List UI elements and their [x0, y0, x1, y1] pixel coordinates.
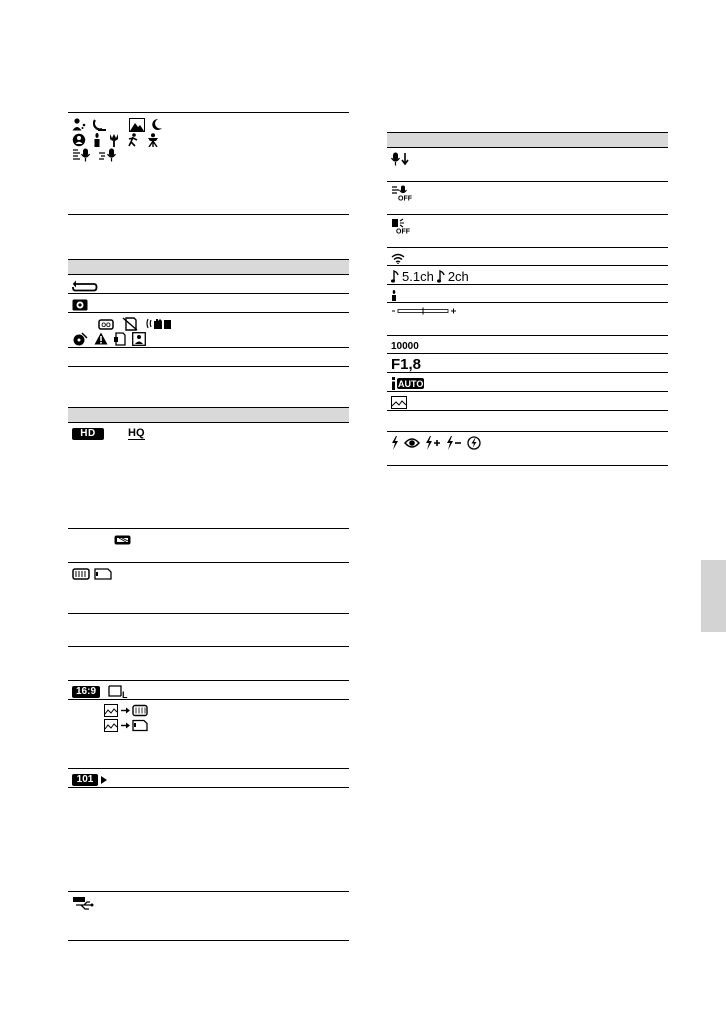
repeat-icon — [72, 280, 98, 292]
light-off-icon — [391, 218, 413, 234]
scene-table — [68, 112, 349, 215]
memory-warning-icon — [98, 318, 114, 330]
person-tripod-icon — [146, 133, 160, 147]
intelligent-i-icon — [391, 377, 396, 390]
night-icon — [151, 118, 163, 131]
landscape-icon — [129, 118, 145, 132]
hq-label: HQ — [128, 426, 145, 439]
shutter-speed-value: 10000 — [391, 340, 419, 352]
spotlight-icon — [72, 133, 86, 147]
photo-to-memory-icon — [104, 704, 158, 717]
status-table — [68, 259, 349, 367]
svg-text:L: L — [122, 689, 128, 699]
mic-level-icon — [391, 152, 411, 166]
audio-51-label: 5.1ch — [402, 268, 434, 284]
internal-memory-icon — [72, 568, 90, 580]
flash-plus-icon — [425, 436, 441, 450]
chapter-tab — [701, 560, 726, 632]
music-note-icon — [437, 270, 445, 283]
sports-icon — [127, 133, 139, 147]
image-size-icon — [108, 685, 130, 699]
audio-2ch-label: 2ch — [447, 268, 469, 284]
indicator-table — [387, 132, 668, 466]
candle-icon — [391, 290, 397, 301]
table-header — [68, 259, 349, 275]
flash-off-icon — [467, 436, 481, 450]
tulip-icon — [108, 133, 120, 147]
disc-error-icon — [72, 332, 88, 346]
card-warning-icon — [114, 332, 126, 346]
red-eye-icon — [404, 437, 420, 449]
exposure-scale-icon — [391, 307, 457, 315]
aperture-value: F1,8 — [391, 355, 422, 373]
iauto-badge: AUTO — [398, 378, 424, 389]
sunset-icon — [93, 118, 107, 131]
wireless-icon — [391, 253, 405, 264]
table-header — [68, 407, 349, 423]
portrait-icon — [72, 118, 87, 131]
play-triangle-icon — [101, 776, 107, 784]
music-note-icon — [391, 270, 399, 283]
folder-number-badge: 101 — [72, 774, 98, 786]
candle-icon — [93, 133, 101, 147]
hd-badge: HD — [72, 428, 104, 440]
memory-card-icon — [94, 568, 112, 580]
mic-icon — [98, 148, 120, 162]
svg-text:OO: OO — [101, 322, 111, 329]
battery-icon — [114, 535, 132, 545]
photo-to-card-icon — [104, 719, 158, 732]
svg-text:OFF: OFF — [398, 195, 412, 201]
wind-mic-icon — [72, 148, 94, 162]
warning-icon — [94, 332, 108, 345]
record-indicator-icon — [72, 299, 88, 311]
photo-icon — [391, 396, 407, 409]
usb-connection-icon — [72, 896, 94, 910]
shake-warning-icon — [146, 317, 172, 330]
card-error-icon — [122, 317, 138, 331]
flash-icon — [391, 436, 399, 450]
image-folder-icon — [132, 332, 146, 346]
svg-text:OFF: OFF — [396, 228, 410, 234]
table-header — [387, 132, 668, 148]
aspect-badge: 16:9 — [72, 686, 100, 698]
flash-minus-icon — [446, 436, 462, 450]
format-table — [68, 407, 349, 941]
wind-noise-off-icon — [391, 185, 413, 201]
